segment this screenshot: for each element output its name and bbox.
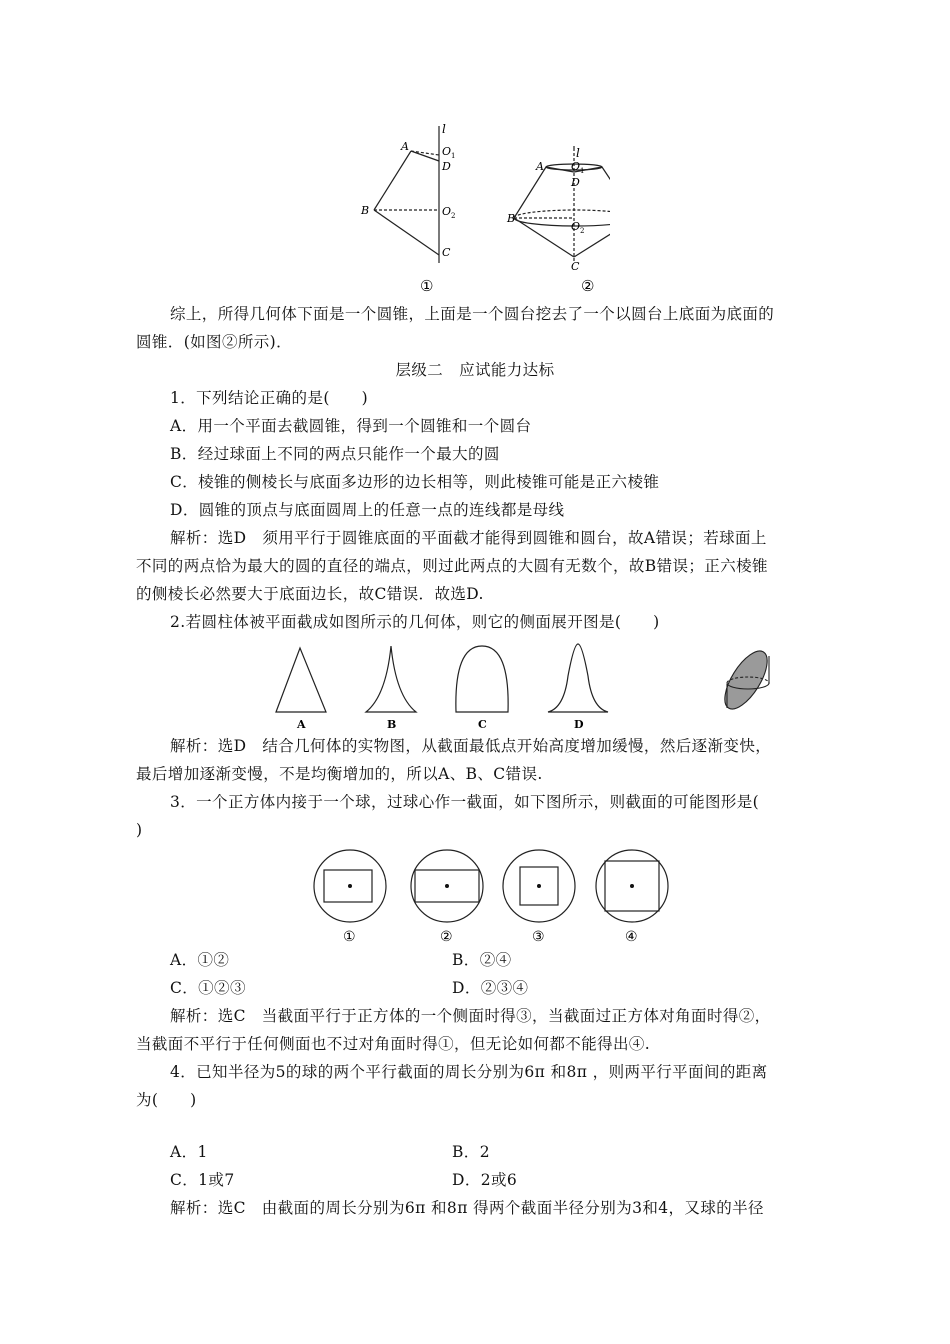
label-O2-sub-1: 2 [451,212,456,220]
q1-answer-line-1: 解析：选D 须用平行于圆锥底面的平面截才能得到圆锥和圆台，故A错误；若球面上 [170,529,767,547]
label-C-1: C [442,246,451,259]
q2-figure-unrolled-shapes [268,636,788,736]
label-A-1: A [401,140,409,153]
summary-line-1: 综上，所得几何体下面是一个圆锥，上面是一个圆台挖去了一个以圆台上底面为底面的 [170,305,775,323]
middle-circle-front [514,218,610,226]
diagram-2 [514,146,610,263]
middle-circle-back [514,210,610,218]
label-O2-sub-2: 2 [580,227,585,235]
q3-option-a: A．①② [170,951,230,969]
q4-option-c: C．1或7 [170,1171,235,1189]
truncated-cylinder [717,645,776,716]
caption-2: ② [581,277,595,295]
segment-AB [374,151,411,210]
q2-answer-line-1: 解析：选D 结合几何体的实物图，从截面最低点开始高度增加缓慢，然后逐渐变快， [170,737,772,755]
q4-option-b: B．2 [452,1143,490,1161]
center-dot-4 [630,884,634,888]
q1-option-c: C．棱锥的侧棱长与底面多边形的边长相等，则此棱锥可能是正六棱锥 [170,473,660,491]
q1-option-b: B．经过球面上不同的两点只能作一个最大的圆 [170,445,500,463]
segment-BC [374,210,439,255]
q2-answer-line-2: 最后增加逐渐变慢，不是均衡增加的，所以A、B、C错误. [136,765,543,783]
q3-answer-line-1: 解析：选C 当截面平行于正方体的一个侧面时得③，当截面过正方体对角面时得②， [170,1007,771,1025]
q3-stem-line-1: 3．一个正方体内接于一个球，过球心作一截面，如下图所示，则截面的可能图形是( [170,793,760,811]
frustum-left [514,167,546,218]
label-B-1: B [361,204,370,217]
lower-cone-left [514,218,574,257]
caption-1: ① [420,277,434,295]
figure-rotation-solids [350,120,610,300]
label-l-2: l [576,146,580,160]
q1-stem: 1．下列结论正确的是( ) [170,389,369,407]
label-O1-sub-1: 1 [451,152,456,160]
shape-b-concave [366,646,416,712]
q3-option-b: B．②④ [452,951,512,969]
label-shape-a: A [297,718,306,731]
q3-answer-line-2: 当截面不平行于任何侧面也不过对角面时得①，但无论如何都不能得出④. [136,1035,651,1053]
label-section-1: ① [343,929,356,945]
shape-d-bell [548,644,608,712]
label-l-1: l [442,122,446,136]
q1-answer-line-3: 的侧棱长必然要大于底面边长，故C错误．故选D. [136,585,484,603]
q4-answer-line-1: 解析：选C 由截面的周长分别为6π 和8π 得两个截面半径分别为3和4，又球的半径 [170,1199,764,1217]
q4-stem-line-1: 4．已知半径为5的球的两个平行截面的周长分别为6π 和8π ，则两平行平面间的距离 [170,1063,768,1081]
label-A-2: A [536,160,544,173]
label-shape-d: D [574,718,584,731]
q3-figure-sections [305,848,685,948]
shape-a-triangle [276,648,326,712]
label-D-1: D [442,160,451,173]
q3-stem-line-2: ) [136,821,143,839]
center-dot-2 [445,884,449,888]
label-section-2: ② [440,929,453,945]
center-dot-1 [348,884,352,888]
label-O1-sub-2: 1 [580,167,585,175]
label-O2-2: O [571,220,581,233]
label-section-4: ④ [625,929,638,945]
q1-option-a: A．用一个平面去截圆锥，得到一个圆锥和一个圆台 [170,417,532,435]
label-O2-1: O [442,205,452,218]
label-C-2: C [571,260,580,273]
label-section-3: ③ [532,929,545,945]
q1-option-d: D．圆锥的顶点与底面圆周上的任意一点的连线都是母线 [170,501,565,519]
label-O1-1: O [442,145,452,158]
q1-answer-line-2: 不同的两点恰为最大的圆的直径的端点，则过此两点的大圆有无数个，故B错误；正六棱锥 [136,557,768,575]
label-shape-c: C [478,718,487,731]
label-shape-b: B [387,718,397,731]
section-title: 层级二 应试能力达标 [395,361,555,379]
label-D-2: D [571,176,580,189]
label-O1-2: O [571,160,581,173]
q3-option-c: C．①②③ [170,979,246,997]
q4-stem-line-2: 为( ) [136,1091,197,1109]
segment-AD [411,151,439,161]
summary-line-2: 圆锥．(如图②所示)． [136,333,292,351]
center-dot-3 [537,884,541,888]
q4-option-a: A．1 [170,1143,208,1161]
shape-c-arch [456,646,508,712]
label-B-2: B [507,212,516,225]
q3-option-d: D．②③④ [452,979,529,997]
q2-stem: 2.若圆柱体被平面截成如图所示的几何体，则它的侧面展开图是( ) [170,613,660,631]
q4-option-d: D．2或6 [452,1171,518,1189]
